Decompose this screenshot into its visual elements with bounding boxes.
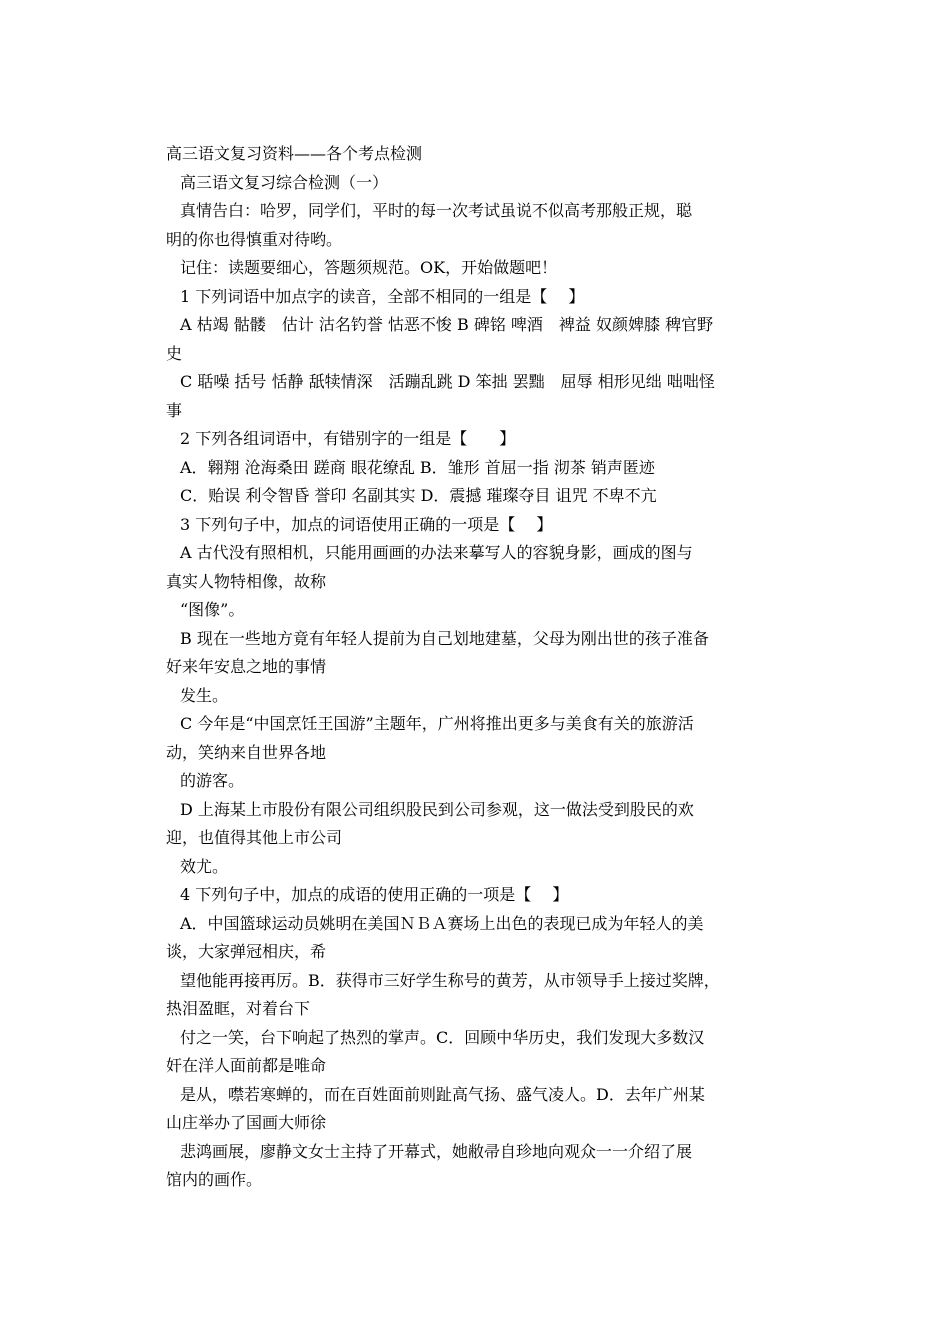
question-4-line-6: 奸在洋人面前都是唯命 [166, 1056, 327, 1075]
question-4-line-5: 付之一笑，台下响起了热烈的掌声。C．回顾中华历史，我们发现大多数汉 [180, 1027, 705, 1047]
question-1-options-cd: C 聒噪 括号 恬静 舐犊情深 活蹦乱跳 D 笨拙 罢黜 屈辱 相形见绌 咄咄怪 [180, 372, 715, 391]
question-4-line-4: 热泪盈眶，对着台下 [166, 999, 311, 1018]
question-3-stem: 3 下列句子中，加点的词语使用正确的一项是【 】 [180, 514, 553, 534]
document-title: 高三语文复习资料——各个考点检测 [166, 144, 423, 163]
question-4-line-1: A．中国篮球运动员姚明在美国ＮＢＡ赛场上出色的表现已成为年轻人的美 [180, 913, 704, 933]
question-3-option-b-3: 发生。 [180, 685, 229, 705]
question-4-line-10: 馆内的画作。 [166, 1170, 263, 1189]
question-2-options-ab: A．翱翔 沧海桑田 蹉商 眼花缭乱 B．雏形 首屈一指 沏茶 销声匿迹 [180, 457, 655, 477]
question-4-stem: 4 下列句子中，加点的成语的使用正确的一项是【 】 [180, 885, 569, 904]
question-2-options-cd: C．贻误 利令智昏 誉印 名副其实 D．震撼 璀璨夺目 诅咒 不卑不亢 [180, 486, 657, 505]
question-4-line-7: 是从，噤若寒蝉的，而在百姓面前则趾高气扬、盛气凌人。D．去年广州某 [180, 1084, 705, 1104]
question-3-option-a-1: A 古代没有照相机，只能用画画的办法来摹写人的容貌身影，画成的图与 [180, 543, 693, 562]
question-1-options-ab-cont: 史 [166, 343, 183, 363]
question-3-option-d-1: D 上海某上市股份有限公司组织股民到公司参观，这一做法受到股民的欢 [180, 799, 694, 819]
question-3-option-c-2: 动，笑纳来自世界各地 [166, 742, 327, 762]
question-4-line-3: 望他能再接再厉。B．获得市三好学生称号的黄芳，从市领导手上接过奖牌， [180, 970, 720, 990]
question-3-option-c-3: 的游客。 [180, 771, 245, 790]
question-4-line-8: 山庄举办了国画大师徐 [166, 1113, 327, 1132]
question-3-option-a-3: “图像”。 [180, 600, 245, 619]
question-3-option-a-2: 真实人物特相像，故称 [166, 571, 327, 591]
question-1-options-cd-cont: 事 [166, 400, 183, 420]
question-2-stem: 2 下列各组词语中，有错别字的一组是【 】 [180, 429, 516, 448]
question-1-stem: 1 下列词语中加点字的读音，全部不相同的一组是【 】 [180, 286, 585, 306]
question-3-option-b-2: 好来年安息之地的事情 [166, 657, 327, 676]
question-3-option-b-1: B 现在一些地方竟有年轻人提前为自己划地建墓，父母为刚出世的孩子准备 [180, 628, 709, 648]
question-3-option-d-3: 效尤。 [180, 856, 229, 876]
question-3-option-d-2: 迎，也值得其他上市公司 [166, 828, 343, 847]
question-3-option-c-1: C 今年是“中国烹饪王国游”主题年，广州将推出更多与美食有关的旅游活 [180, 714, 694, 733]
intro-line-1: 真情告白：哈罗，同学们，平时的每一次考试虽说不似高考那般正规，聪 [180, 201, 693, 220]
question-4-line-2: 谈，大家弹冠相庆，希 [166, 942, 327, 961]
document-page [166, 140, 786, 1195]
question-1-options-ab: A 枯竭 骷髅 估计 沽名钓誉 怙恶不悛 B 碑铭 啤酒 裨益 奴颜婢膝 稗官野 [180, 315, 714, 334]
intro-line-2: 记住：读题要细心，答题须规范。OK，开始做题吧！ [180, 258, 558, 277]
document-subtitle: 高三语文复习综合检测（一） [180, 172, 389, 192]
question-4-line-9: 悲鸿画展，廖静文女士主持了开幕式，她敝帚自珍地向观众一一介绍了展 [180, 1141, 693, 1161]
intro-line-1-cont: 明的你也得慎重对待哟。 [166, 229, 343, 249]
